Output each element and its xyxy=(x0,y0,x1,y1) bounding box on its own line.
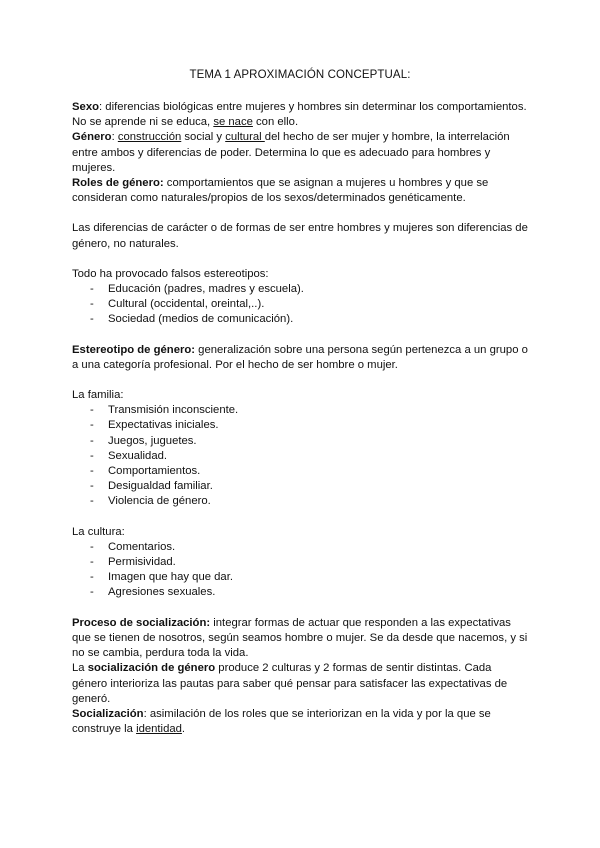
term-estereotipo: Estereotipo de género: xyxy=(72,343,196,356)
list-item: - Juegos, juguetes. xyxy=(72,434,528,449)
definition-socializacion: Socialización: asimilación de los roles que se interiorizan en la vida y por la que se construye la identidad. xyxy=(72,707,491,736)
familia-list xyxy=(72,403,528,509)
list-item: - Imagen que hay que dar. xyxy=(72,570,528,585)
list-item: - Comportamientos. xyxy=(72,464,528,479)
estereotipos-list xyxy=(72,282,528,328)
definition-genero: Género: construcción social y cultural del hecho de ser mujer y hombre, la interrelación entre ambos y diferencias de poder. Determina lo que es adecuado para hombres y mujeres. xyxy=(72,131,510,174)
list-item: - Sexualidad. xyxy=(72,449,528,464)
term-socializacion-genero: socialización de género xyxy=(87,662,216,675)
list-item: - Comentarios. xyxy=(72,540,528,555)
list-item: - Educación (padres, madres y escuela). xyxy=(72,282,528,297)
definition-socializacion-genero: La socialización de género produce 2 culturas y 2 formas de sentir distintas. Cada género interioriza las pautas para saber qué pensar para satisfacer las expectativas de generó. xyxy=(72,662,508,705)
list-item: - Cultural (occidental, oreintal,..). xyxy=(72,297,528,312)
definition-estereotipo: Estereotipo de género: generalización sobre una persona según pertenezca a un grupo o a una categoría profesional. Por el hecho de ser hombre o mujer. xyxy=(72,343,528,371)
list-item: - Violencia de género. xyxy=(72,494,528,509)
term-genero: Género xyxy=(72,131,112,144)
definition-proceso: Proceso de socialización: integrar formas de actuar que responden a las expectativas que se tienen de nosotros, según seamos hombre o mujer. Se da desde que nacemos, y si no se cambia, perdura toda la vida. xyxy=(72,616,528,660)
paragraph-diferencias: Las diferencias de carácter o de formas de ser entre hombres y mujeres son diferencias de género, no naturales. xyxy=(72,222,528,250)
term-proceso: Proceso de socialización: xyxy=(72,616,211,629)
definition-roles: Roles de género: comportamientos que se asignan a mujeres u hombres y que se consideran como naturales/propios de los sexos/determinados genéticamente. xyxy=(72,177,489,205)
list-item: - Desigualdad familiar. xyxy=(72,479,528,494)
cultura-list xyxy=(72,540,528,601)
list-item: - Sociedad (medios de comunicación). xyxy=(72,312,528,327)
list-item: - Agresiones sexuales. xyxy=(72,585,528,600)
familia-intro: La familia: xyxy=(72,389,124,402)
list-item: - Expectativas iniciales. xyxy=(72,418,528,433)
term-roles: Roles de género: xyxy=(72,177,164,190)
definition-sexo: Sexo: diferencias biológicas entre mujeres y hombres sin determinar los comportamientos. No se aprende ni se educa, se nace con ello. xyxy=(72,101,527,129)
document-body xyxy=(72,100,528,737)
estereotipos-intro: Todo ha provocado falsos estereotipos: xyxy=(72,267,269,280)
term-socializacion: Socialización xyxy=(72,707,144,720)
list-item: - Permisividad. xyxy=(72,555,528,570)
cultura-intro: La cultura: xyxy=(72,525,125,538)
page-title: TEMA 1 APROXIMACIÓN CONCEPTUAL: xyxy=(189,69,411,81)
term-sexo: Sexo xyxy=(72,101,100,113)
list-item: - Transmisión inconsciente. xyxy=(72,403,528,418)
